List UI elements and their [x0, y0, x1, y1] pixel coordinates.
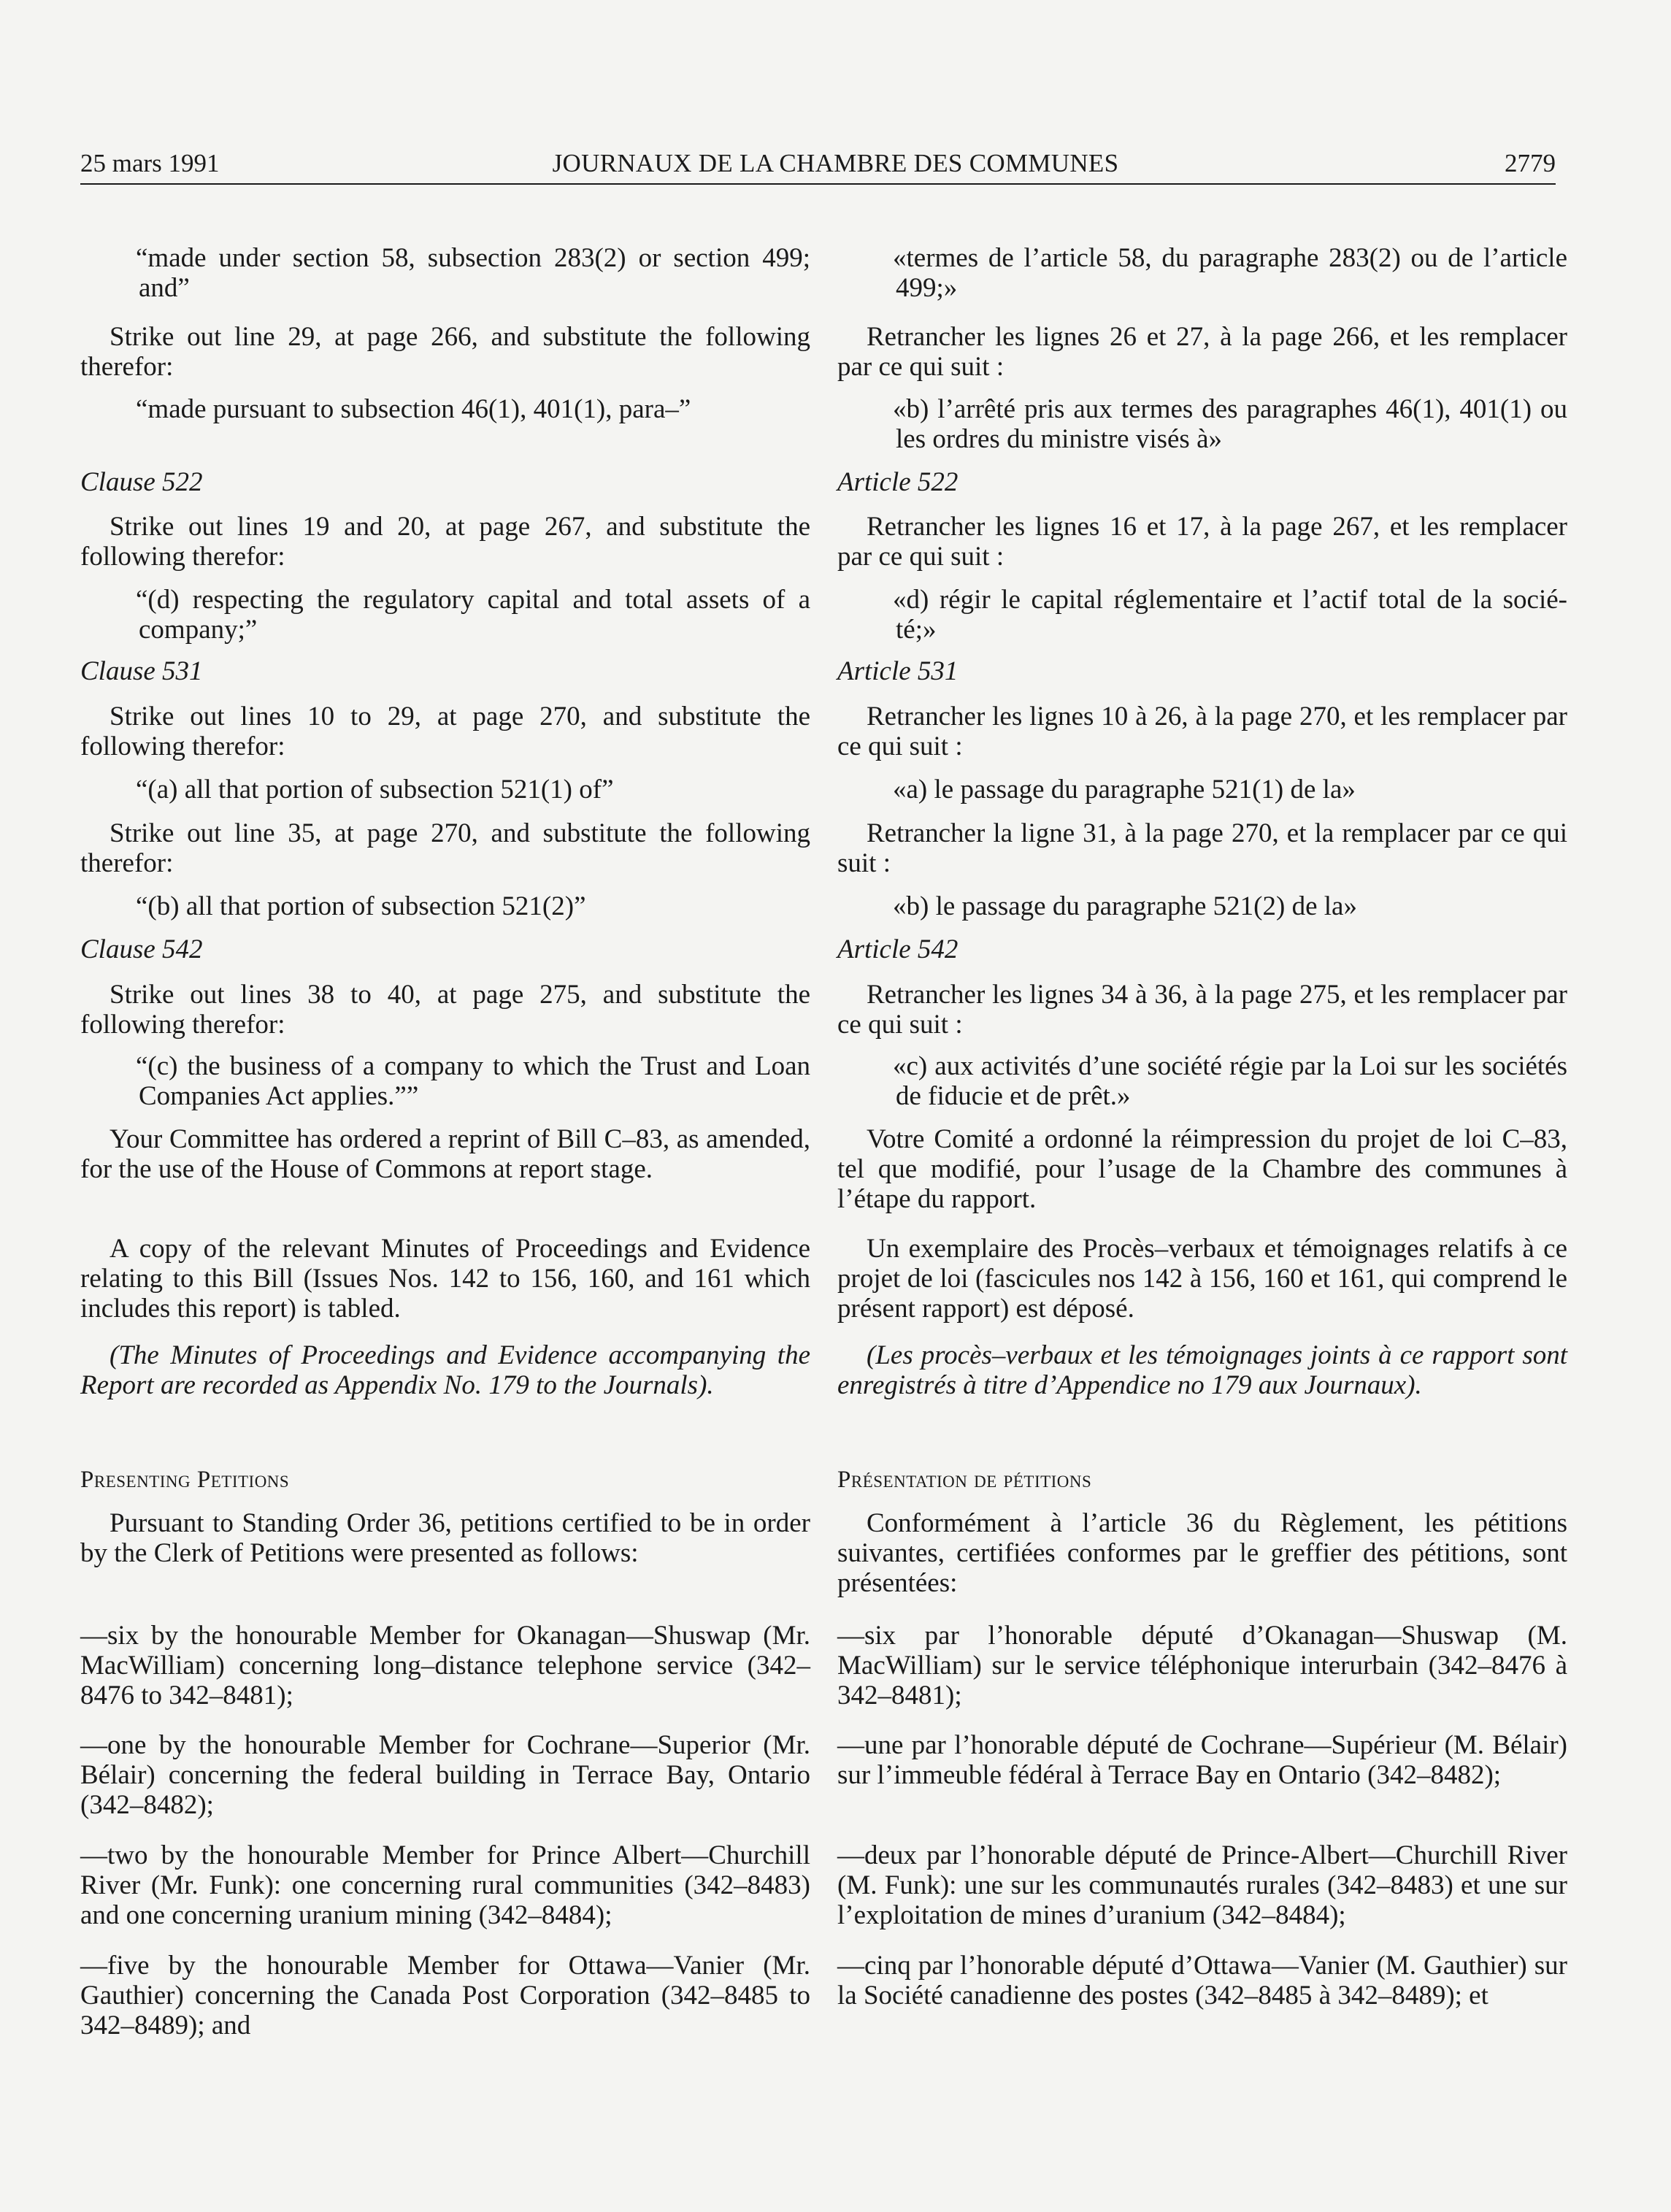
- instruction-paragraph: Strike out lines 10 to 29, at page 270, and substitute the following therefor:: [80, 702, 810, 761]
- quote-paragraph: “(b) all that portion of subsection 521(2)”: [136, 891, 586, 921]
- quote-paragraph: “(a) all that portion of subsection 521(1) of”: [136, 775, 614, 804]
- body-paragraph: Un exemplaire des Procès–verbaux et témoignages relatifs à ce projet de loi (fascicules nos 142 à 156, 160 et 161, qui comprend le présent rapport) est déposé.: [837, 1234, 1567, 1324]
- petition-item: —two by the honourable Member for Prince Albert—Churchill River (Mr. Funk): one concerning rural communities (342–8483) and one concerning uranium mining (342–8484);: [80, 1840, 810, 1930]
- article-heading: Article 531: [837, 656, 959, 686]
- appendix-note: (Les procès–verbaux et les témoignages joints à ce rapport sont enregistrés à titre d’Appendice no 179 aux Journaux).: [837, 1340, 1567, 1400]
- article-heading: Article 542: [837, 934, 959, 964]
- quote-paragraph: “made under section 58, subsection 283(2) or section 499; and”: [136, 243, 810, 303]
- instruction-paragraph: Strike out line 35, at page 270, and substitute the following therefor:: [80, 818, 810, 878]
- instruction-paragraph: Strike out lines 19 and 20, at page 267, and substitute the following therefor:: [80, 512, 810, 572]
- page-number: 2779: [1505, 149, 1556, 177]
- article-heading: Article 522: [837, 467, 959, 497]
- clause-heading: Clause 531: [80, 656, 203, 686]
- body-paragraph: Votre Comité a ordonné la réimpression du projet de loi C–83, tel que modifié, pour l’usage de la Chambre des communes à l’étape du rapport.: [837, 1124, 1567, 1214]
- instruction-paragraph: Retrancher les lignes 10 à 26, à la page 270, et les remplacer par ce qui suit :: [837, 702, 1567, 761]
- header-date: 25 mars 1991: [80, 149, 220, 177]
- instruction-paragraph: Retrancher les lignes 26 et 27, à la page 266, et les remplacer par ce qui suit :: [837, 322, 1567, 382]
- petition-item: —six by the honourable Member for Okanagan—Shuswap (Mr. MacWilliam) concerning long–distance telephone service (342–8476 to 342–8481);: [80, 1621, 810, 1710]
- petition-item: —one by the honourable Member for Cochrane—Superior (Mr. Bélair) concerning the federal building in Terrace Bay, Ontario (342–8482);: [80, 1730, 810, 1820]
- quote-paragraph: «d) régir le capital réglementaire et l’actif total de la socié-té;»: [893, 585, 1567, 645]
- instruction-paragraph: Retrancher les lignes 16 et 17, à la page 267, et les remplacer par ce qui suit :: [837, 512, 1567, 572]
- body-paragraph: A copy of the relevant Minutes of Proceedings and Evidence relating to this Bill (Issues Nos. 142 to 156, 160, and 161 which includes this report) is tabled.: [80, 1234, 810, 1324]
- petition-item: —cinq par l’honorable député d’Ottawa—Vanier (M. Gauthier) sur la Société canadienne des postes (342–8485 à 342–8489); et: [837, 1951, 1567, 2011]
- body-paragraph: Your Committee has ordered a reprint of Bill C–83, as amended, for the use of the House of Commons at report stage.: [80, 1124, 810, 1184]
- section-heading: Presenting Petitions: [80, 1467, 290, 1493]
- instruction-paragraph: Strike out lines 38 to 40, at page 275, and substitute the following therefor:: [80, 980, 810, 1040]
- quote-paragraph: «termes de l’article 58, du paragraphe 283(2) ou de l’article 499;»: [893, 243, 1567, 303]
- body-paragraph: Conformément à l’article 36 du Règlement, les pétitions suivantes, certifiées conformes par le greffier des pétitions, sont présentées:: [837, 1508, 1567, 1598]
- appendix-note: (The Minutes of Proceedings and Evidence accompanying the Report are recorded as Appendix No. 179 to the Journals).: [80, 1340, 810, 1400]
- section-heading: Présentation de pétitions: [837, 1467, 1092, 1493]
- instruction-paragraph: Strike out line 29, at page 266, and substitute the following therefor:: [80, 322, 810, 382]
- quote-paragraph: “(c) the business of a company to which the Trust and Loan Companies Act applies.””: [136, 1051, 810, 1111]
- header-title: JOURNAUX DE LA CHAMBRE DES COMMUNES: [552, 149, 1119, 177]
- petition-item: —deux par l’honorable député de Prince-Albert—Churchill River (M. Funk): une sur les communautés rurales (342–8483) et une sur l’exploitation de mines d’uranium (342–8484);: [837, 1840, 1567, 1930]
- petition-item: —six par l’honorable député d’Okanagan—Shuswap (M. MacWilliam) sur le service téléphonique interurbain (342–8476 à 342–8481);: [837, 1621, 1567, 1710]
- petition-item: —five by the honourable Member for Ottawa—Vanier (Mr. Gauthier) concerning the Canada Post Corporation (342–8485 to 342–8489); and: [80, 1951, 810, 2040]
- quote-paragraph: «c) aux activités d’une société régie par la Loi sur les sociétés de fiducie et de prêt.»: [893, 1051, 1567, 1111]
- quote-paragraph: «b) l’arrêté pris aux termes des paragraphes 46(1), 401(1) ou les ordres du ministre visés à»: [893, 394, 1567, 454]
- body-paragraph: Pursuant to Standing Order 36, petitions certified to be in order by the Clerk of Petitions were presented as follows:: [80, 1508, 810, 1568]
- instruction-paragraph: Retrancher les lignes 34 à 36, à la page 275, et les remplacer par ce qui suit :: [837, 980, 1567, 1040]
- clause-heading: Clause 542: [80, 934, 203, 964]
- instruction-paragraph: Retrancher la ligne 31, à la page 270, et la remplacer par ce qui suit :: [837, 818, 1567, 878]
- quote-paragraph: “(d) respecting the regulatory capital and total assets of a company;”: [136, 585, 810, 645]
- quote-paragraph: «a) le passage du paragraphe 521(1) de la»: [893, 775, 1356, 804]
- petition-item: —une par l’honorable député de Cochrane—Supérieur (M. Bélair) sur l’immeuble fédéral à Terrace Bay en Ontario (342–8482);: [837, 1730, 1567, 1790]
- quote-paragraph: «b) le passage du paragraphe 521(2) de la»: [893, 891, 1357, 921]
- clause-heading: Clause 522: [80, 467, 203, 497]
- quote-paragraph: “made pursuant to subsection 46(1), 401(1), para–”: [136, 394, 691, 424]
- header-rule: [80, 183, 1556, 185]
